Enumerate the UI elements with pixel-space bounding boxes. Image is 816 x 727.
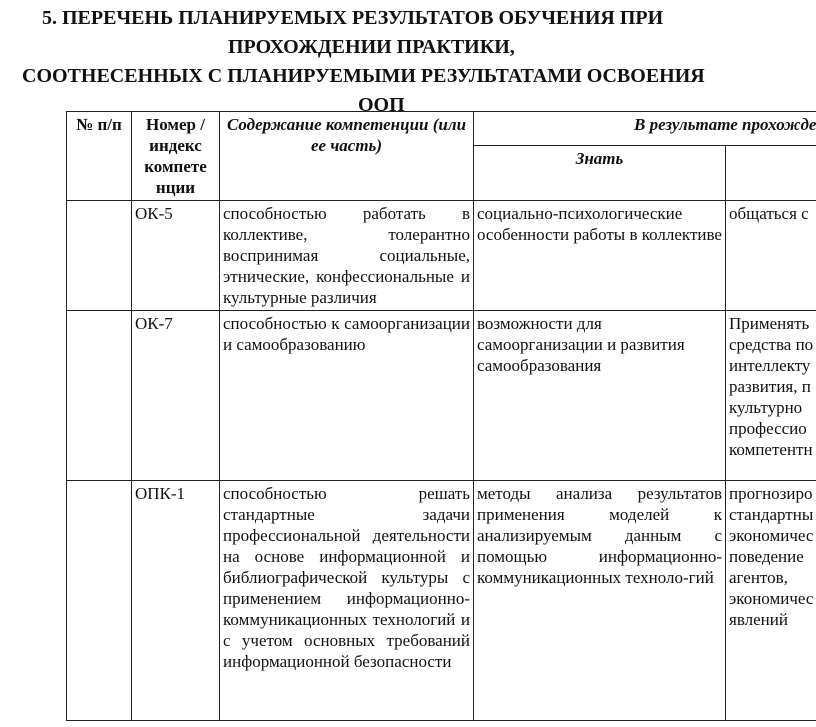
row-know: возможности для самоорганизации и развития самообразования [474, 311, 726, 481]
row-code: ОК-7 [132, 311, 220, 481]
header-know: Знать [474, 145, 726, 200]
header-able-blank [726, 145, 816, 200]
heading-line-4: ООП [358, 94, 405, 116]
row-content: способностью к самоорганизации и самообразованию [220, 311, 474, 481]
table-row [67, 481, 816, 721]
row-num [67, 311, 132, 481]
row-know: социально-психологические особенности работы в коллективе [474, 201, 726, 311]
row-able: прогнозиро стандартны экономичес поведение агентов, экономичес явлений [726, 481, 816, 721]
header-code: Номер /индекс компете нции [132, 112, 220, 201]
row-code: ОПК-1 [132, 481, 220, 721]
table-row [67, 311, 816, 481]
heading-line-1: 5. ПЕРЕЧЕНЬ ПЛАНИРУЕМЫХ РЕЗУЛЬТАТОВ ОБУЧЕНИЯ ПРИ [42, 7, 664, 29]
row-num [67, 481, 132, 721]
row-num [67, 201, 132, 311]
row-know: методы анализа результатов применения моделей к анализируемым данным с помощью информационно-коммуникационных техноло-гий [474, 481, 726, 721]
row-able: общаться с [726, 201, 816, 311]
row-content: способностью решать стандартные задачи профессиональной деятельности на основе информационной и библиографической культуры с применением информационно-коммуникационных технологий и с учетом основных требований информационной безопасности [220, 481, 474, 721]
header-num: № п/п [67, 112, 132, 201]
row-code: ОК-5 [132, 201, 220, 311]
row-able: Применять средства по интеллекту развития, п культурно профессио компетентн [726, 311, 816, 481]
row-content: способностью работать в коллективе, толерантно воспринимая социальные, этнические, конфессиональные и культурные различия [220, 201, 474, 311]
header-content: Содержание компетенции (или ее часть) [220, 112, 474, 201]
competence-table [66, 111, 816, 721]
header-result: В результате прохожде [474, 112, 816, 146]
heading-line-3: СООТНЕСЕННЫХ С ПЛАНИРУЕМЫМИ РЕЗУЛЬТАТАМИ ОСВОЕНИЯ [22, 65, 705, 87]
table-row [67, 201, 816, 311]
heading-line-2: ПРОХОЖДЕНИИ ПРАКТИКИ, [228, 36, 515, 58]
